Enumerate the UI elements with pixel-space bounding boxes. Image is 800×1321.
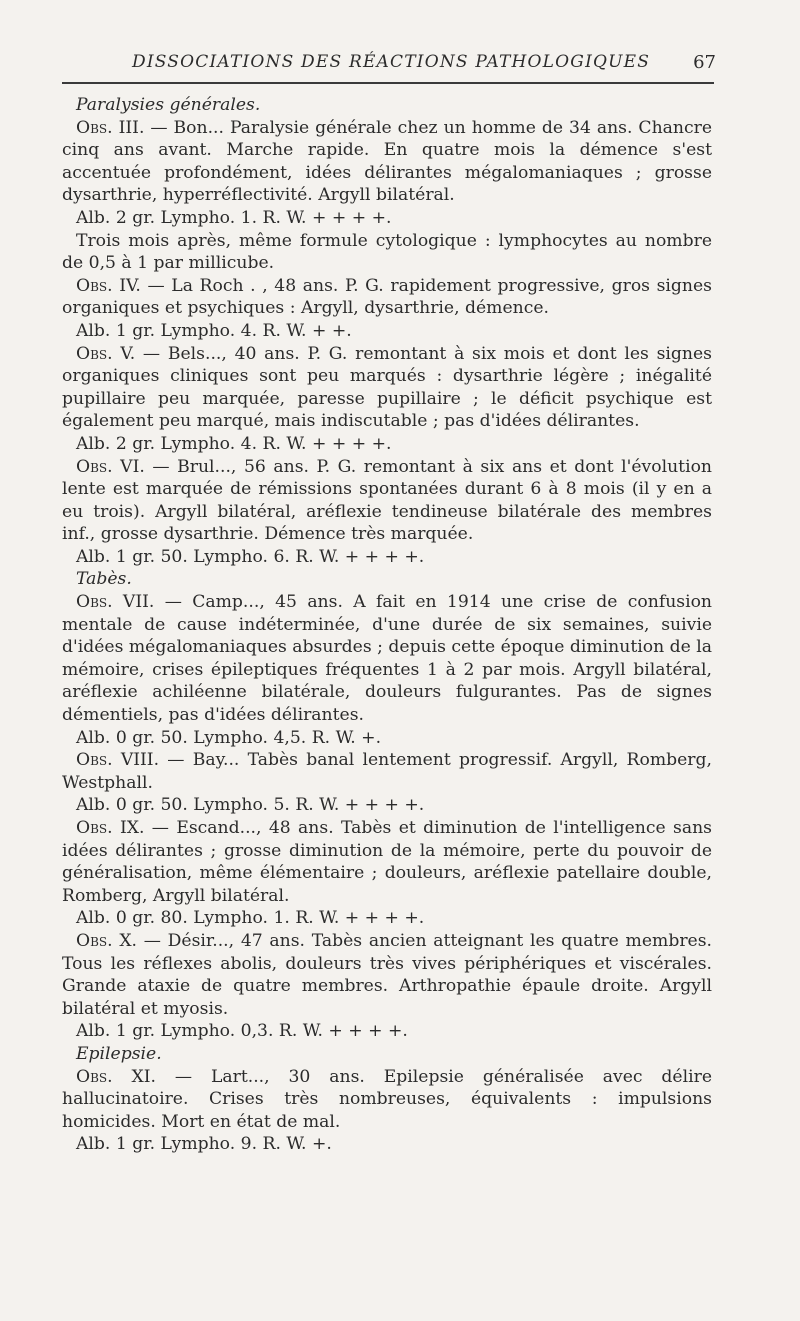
book-page — [62, 52, 716, 1156]
observation-text: VI. — Brul..., 56 ans. P. G. remontant à six ans et dont l'évolution lente est marquée de rémissions spontanées durant 6 à 8 mois (il y en a eu trois). Argyll bilatéral, aréflexie tendineuse bilatérale des membres inf., grosse dysarthrie. Démence très marquée. — [62, 456, 712, 545]
text-paragraph: Alb. 1 gr. Lympho. 0,3. R. W. + + + +. — [76, 1021, 408, 1042]
observation-label: Obs. — [76, 1066, 113, 1087]
observation-text: XI. — Lart..., 30 ans. Epilepsie généralisée avec délire hallucinatoire. Crises très nombreuses, équivalents : impulsions homicides. Mort en état de mal. — [62, 1066, 712, 1132]
observation-paragraph — [62, 749, 712, 794]
observation-label: Obs. — [76, 750, 113, 771]
section-heading: Tabès. — [76, 569, 132, 590]
observation-text: IX. — Escand..., 48 ans. Tabès et diminution de l'intelligence sans idées délirantes ; grosse diminution de la mémoire, perte du pouvoir de généralisation, même élémentaire ; douleurs, aréflexie patellaire double, Romberg, Argyll bilatéral. — [62, 818, 712, 906]
text-paragraph: Trois mois après, même formule cytologique : lymphocytes au nombre de 0,5 à 1 par millicube. — [62, 230, 712, 274]
text-paragraph: Alb. 1 gr. 50. Lympho. 6. R. W. + + + +. — [76, 546, 425, 567]
page-number: 67 — [693, 52, 716, 73]
text-paragraph: Alb. 1 gr. Lympho. 4. R. W. + +. — [76, 320, 352, 341]
observation-paragraph — [62, 343, 712, 433]
chapter-title: DISSOCIATIONS DES RÉACTIONS PATHOLOGIQUES — [132, 52, 651, 72]
text-paragraph: Alb. 0 gr. 50. Lympho. 5. R. W. + + + +. — [76, 795, 425, 816]
observation-paragraph — [62, 117, 712, 207]
text-paragraph: Alb. 0 gr. 50. Lympho. 4,5. R. W. +. — [76, 727, 382, 748]
observation-label: Obs. — [76, 343, 113, 364]
text-paragraph: Alb. 2 gr. Lympho. 1. R. W. + + + +. — [76, 207, 392, 228]
observation-label: Obs. — [76, 818, 113, 838]
observation-text: V. — Bels..., 40 ans. P. G. remontant à six mois et dont les signes organiques cliniques sont peu marqués : dysarthrie légère ; inégalité pupillaire peu marquée, paresse pupillaire ; le déficit psychique est également peu marqué, mais indiscutable ; pas d'idées délirantes. — [62, 343, 712, 432]
text-paragraph: Alb. 2 gr. Lympho. 4. R. W. + + + +. — [76, 433, 392, 454]
text-paragraph: Alb. 1 gr. Lympho. 9. R. W. +. — [76, 1134, 332, 1155]
observation-text: VII. — Camp..., 45 ans. A fait en 1914 une crise de confusion mentale de cause indéterminée, d'une durée de six semaines, suivie d'idées mégalomaniaques absurdes ; depuis cette époque diminution de la mémoire, crises épileptiques fréquentes 1 à 2 par mois. Argyll bilatéral, aréflexie achiléenne bilatérale, douleurs fulgurantes. Pas de signes démentiels, pas d'idées délirantes. — [62, 592, 712, 726]
observation-text: IV. — La Roch . , 48 ans. P. G. rapidement progressive, gros signes organiques et psychiques : Argyll, dysarthrie, démence. — [62, 275, 712, 319]
section-heading: Paralysies générales. — [76, 95, 261, 115]
observation-text: X. — Désir..., 47 ans. Tabès ancien atteignant les quatre membres. Tous les réflexes abolis, douleurs très vives périphériques et viscérales. Grande ataxie de quatre membres. Arthropathie épaule droite. Argyll bilatéral et myosis. — [62, 930, 712, 1019]
observation-paragraph — [62, 591, 712, 727]
observation-label: Obs. — [76, 456, 113, 477]
observation-paragraph — [62, 930, 712, 1020]
observation-paragraph — [62, 817, 712, 907]
section-heading: Epilepsie. — [76, 1043, 162, 1064]
header-rule — [62, 82, 714, 84]
observation-text: VIII. — Bay... Tabès banal lentement progressif. Argyll, Romberg, Westphall. — [62, 750, 712, 793]
body-text — [62, 94, 712, 1156]
observation-text: III. — Bon... Paralysie générale chez un homme de 34 ans. Chancre cinq ans avant. Marche rapide. En quatre mois la démence s'est accentuée profondément, idées délirantes mégalomaniaques ; grosse dysarthrie, hyperréflectivité. Argyll bilatéral. — [62, 117, 712, 206]
observation-label: Obs. — [76, 117, 113, 138]
observation-label: Obs. — [76, 592, 113, 613]
observation-paragraph — [62, 275, 712, 320]
observation-paragraph — [62, 1066, 712, 1134]
observation-paragraph — [62, 456, 712, 546]
observation-label: Obs. — [76, 275, 113, 296]
running-head — [62, 52, 716, 76]
text-paragraph: Alb. 0 gr. 80. Lympho. 1. R. W. + + + +. — [76, 908, 425, 929]
observation-label: Obs. — [76, 930, 113, 951]
